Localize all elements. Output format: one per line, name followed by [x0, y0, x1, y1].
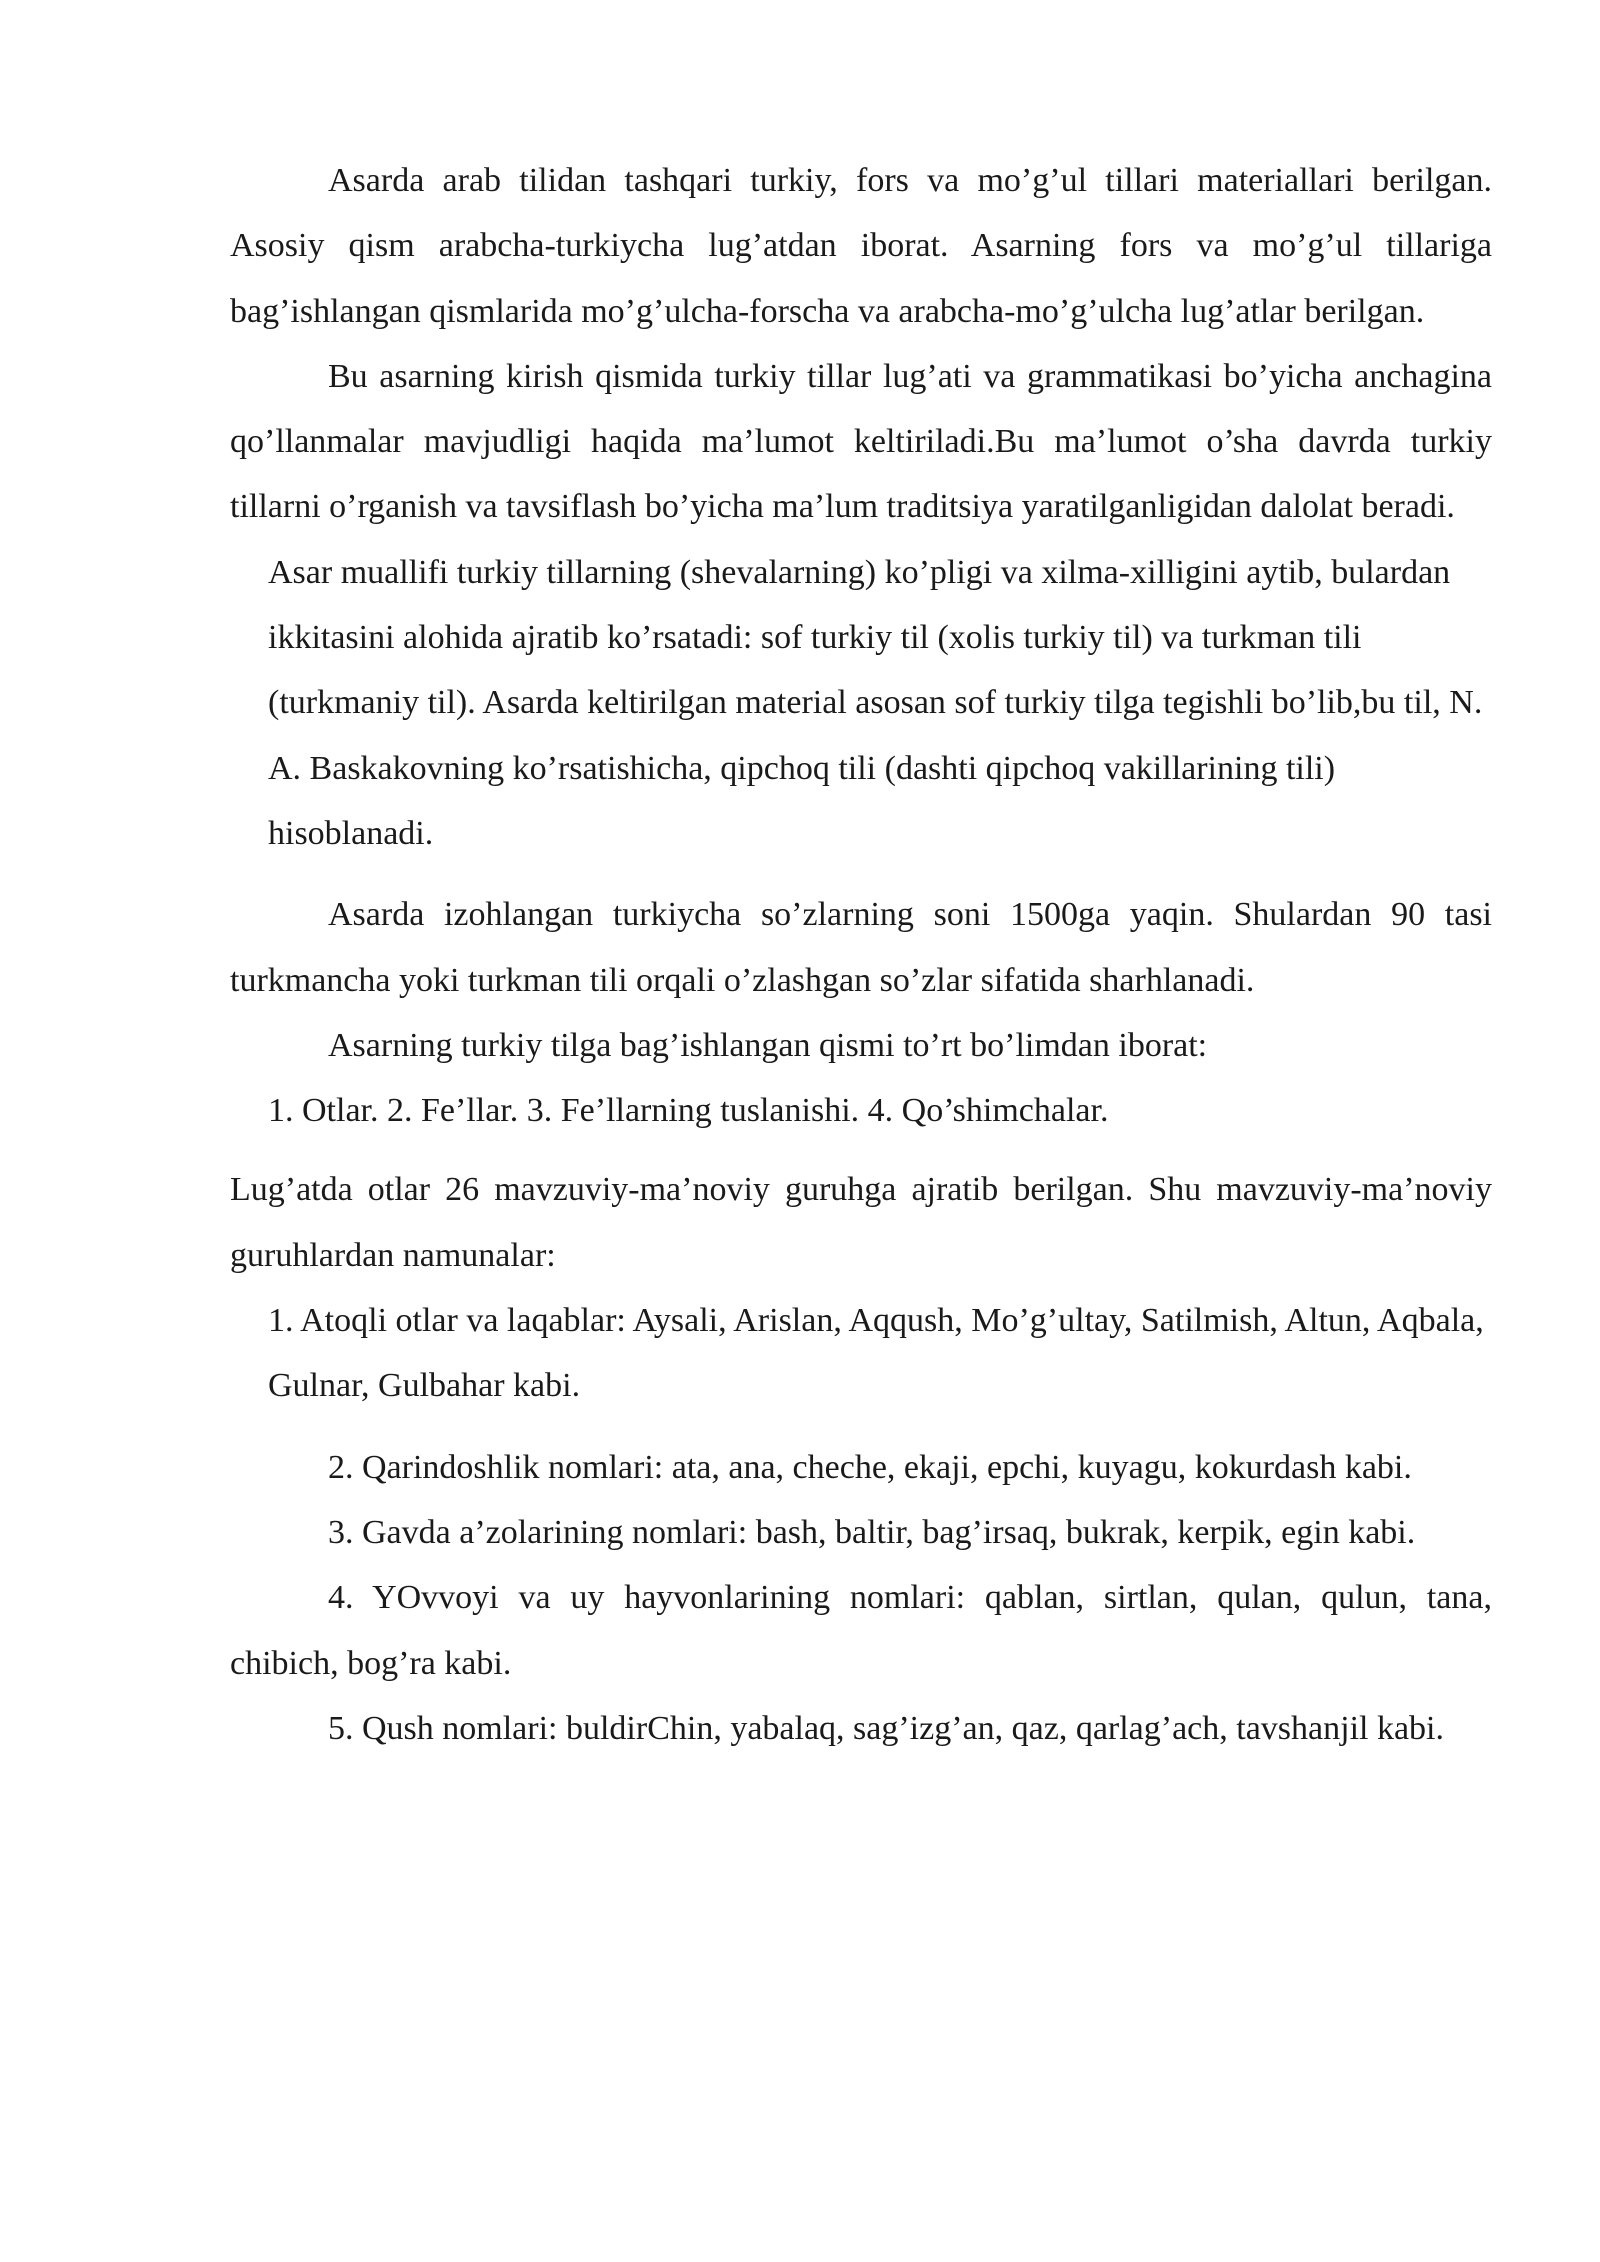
paragraph-3: Asar muallifi turkiy tillarning (shevalarning) ko’pligi va xilma-xilligini aytib, bulardan ikkitasini alohida ajratib ko’rsatadi: sof turkiy til (xolis turkiy til) va turkman tili (turkmaniy til). Asarda keltirilgan material asosan sof turkiy tilga tegishli bo’lib,bu til, N. A. Baskakovning ko’rsatishicha, qipchoq tili (dashti qipchoq vakillarining tili) hisoblanadi. — [268, 553, 1483, 852]
paragraph-1: Asarda arab tilidan tashqari turkiy, fors va mo’g’ul tillari materiallari berilgan. Asosiy qism arabcha-turkiycha lug’atdan iborat. Asarning fors va mo’g’ul tillariga bag’ishlangan qismlarida mo’g’ulcha-forscha va arabcha-mo’g’ulcha lug’atlar berilgan. — [230, 162, 1492, 330]
paragraph-5: Asarning turkiy tilga bag’ishlangan qismi to’rt bo’limdan iborat: — [328, 1026, 1208, 1064]
list-sections: 1. Otlar. 2. Fe’llar. 3. Fe’llarning tuslanishi. 4. Qo’shimchalar. — [268, 1092, 1109, 1130]
list-item-2: 2. Qarindoshlik nomlari: ata, ana, cheche, ekaji, epchi, kuyagu, kokurdash kabi. — [328, 1448, 1412, 1486]
list-item-5: 5. Qush nomlari: buldirChin, yabalaq, sag’izg’an, qaz, qarlag’ach, tavshanjil kabi. — [328, 1709, 1445, 1747]
document-page — [230, 148, 1492, 1761]
paragraph-6: Lug’atda otlar 26 mavzuviy-ma’noviy guruhga ajratib berilgan. Shu mavzuviy-ma’noviy guruhlardan namunalar: — [230, 1171, 1492, 1274]
list-item-3: 3. Gavda a’zolarining nomlari: bash, baltir, bag’irsaq, bukrak, kerpik, egin kabi. — [328, 1513, 1416, 1551]
list-item-4: 4. YOvvoyi va uy hayvonlarining nomlari: qablan, sirtlan, qulan, qulun, tana, chibich, bog’ra kabi. — [230, 1579, 1492, 1682]
paragraph-4: Asarda izohlangan turkiycha so’zlarning soni 1500ga yaqin. Shulardan 90 tasi turkmancha yoki turkman tili orqali o’zlashgan so’zlar sifatida sharhlanadi. — [230, 896, 1492, 999]
paragraph-2: Bu asarning kirish qismida turkiy tillar lug’ati va grammatikasi bo’yicha anchagina qo’llanmalar mavjudligi haqida ma’lumot keltiriladi.Bu ma’lumot o’sha davrda turkiy tillarni o’rganish va tavsiflash bo’yicha ma’lum traditsiya yaratilganligidan dalolat beradi. — [230, 357, 1492, 526]
list-item-1: 1. Atoqli otlar va laqablar: Aysali, Arislan, Aqqush, Mo’g’ultay, Satilmish, Altun, Aqbala, Gulnar, Gulbahar kabi. — [268, 1302, 1484, 1405]
